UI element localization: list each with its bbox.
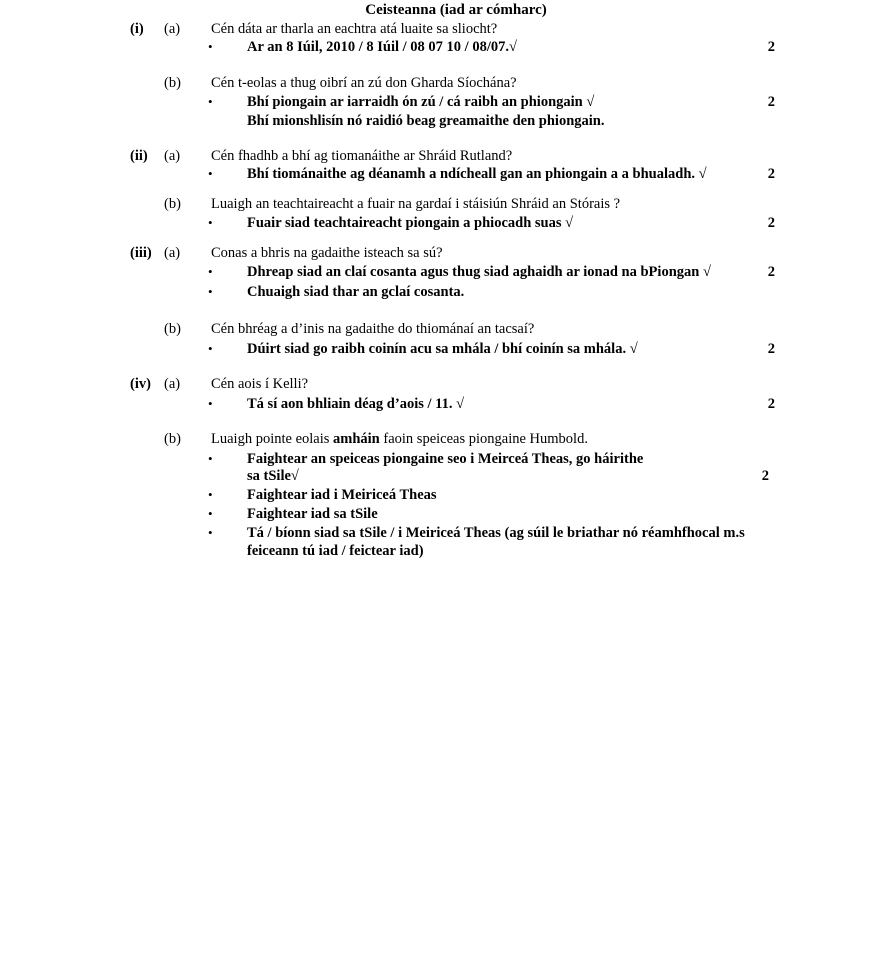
section-number-iv: (iv) [130,376,151,392]
answer-iv-b-1-cont: sa tSile√ [247,468,299,484]
part-label-iii-b: (b) [164,321,181,337]
answer-iv-b-2: Faightear iad i Meiriceá Theas [247,487,437,503]
bullet-icon: • [208,396,213,411]
mark-iii-a: 2 [767,264,775,280]
part-label-i-b: (b) [164,75,181,91]
part-label-iv-a: (a) [164,376,181,392]
answer-iv-b-3: Faightear iad sa tSile [247,506,378,522]
mark-i-b: 2 [767,94,775,110]
bullet-icon: • [208,166,213,181]
answer-ii-a-1: Bhí tiománaithe ag déanamh a ndícheall gan an phiongain a a bhualadh. √ [247,166,707,182]
question-iii-a: Conas a bhris na gadaithe isteach sa sú? [211,245,443,261]
mark-ii-a: 2 [767,166,775,182]
question-iv-b-emphasis: amháin [333,431,380,447]
part-label-ii-b: (b) [164,196,181,212]
question-iii-b: Cén bhréag a d’inis na gadaithe do thiománaí an tacsaí? [211,321,535,337]
question-i-a: Cén dáta ar tharla an eachtra atá luaite sa sliocht? [211,21,498,37]
answer-iv-a-1: Tá sí aon bhliain déag d’aois / 11. √ [247,396,465,412]
mark-ii-b: 2 [767,215,775,231]
bullet-icon: • [208,39,213,54]
page-title: Ceisteanna (iad ar cómharc) [365,2,547,18]
question-ii-b: Luaigh an teachtaireacht a fuair na gardaí i stáisiún Shráid an Stórais ? [211,196,621,212]
section-number-ii: (ii) [130,148,148,164]
mark-iv-b: 2 [761,468,769,484]
answer-iii-a-1: Dhreap siad an claí cosanta agus thug siad aghaidh ar ionad na bPiongan √ [247,264,711,280]
bullet-icon: • [208,264,213,279]
mark-iv-a: 2 [767,396,775,412]
answer-i-b-2: Bhí mionshlisín nó raidió beag greamaithe den phiongain. [247,113,605,129]
bullet-icon: • [208,506,213,521]
section-number-iii: (iii) [130,245,152,261]
answer-i-b-1: Bhí piongain ar iarraidh ón zú / cá raibh an phiongain √ [247,94,595,110]
question-ii-a: Cén fhadhb a bhí ag tiomanáithe ar Shráid Rutland? [211,148,513,164]
bullet-icon: • [208,94,213,109]
question-iv-b-pre: Luaigh pointe eolais [211,431,334,447]
mark-iii-b: 2 [767,341,775,357]
part-label-iv-b: (b) [164,431,181,447]
bullet-icon: • [208,487,213,502]
question-iv-b-post: faoin speiceas piongaine Humbold. [379,431,588,447]
bullet-icon: • [208,341,213,356]
bullet-icon: • [208,525,213,540]
question-iv-a: Cén aois í Kelli? [211,376,309,392]
mark-i-a: 2 [767,39,775,55]
section-number-i: (i) [130,21,144,37]
answer-iv-b-4-cont: feiceann tú iad / feictear iad) [247,543,424,559]
part-label-iii-a: (a) [164,245,181,261]
answer-iii-b-1: Dúirt siad go raibh coinín acu sa mhála / bhí coinín sa mhála. √ [247,341,638,357]
answer-iii-a-2: Chuaigh siad thar an gclaí cosanta. [247,284,465,300]
bullet-icon: • [208,215,213,230]
bullet-icon: • [208,284,213,299]
answer-iv-b-4: Tá / bíonn siad sa tSile / i Meiriceá Theas (ag súil le briathar nó réamhfhocal m.s [247,525,745,541]
answer-iv-b-1: Faightear an speiceas piongaine seo i Meirceá Theas, go háirithe [247,451,644,467]
bullet-icon: • [208,451,213,466]
part-label-i-a: (a) [164,21,181,37]
answer-ii-b-1: Fuair siad teachtaireacht piongain a phiocadh suas √ [247,215,574,231]
question-iv-b [211,430,588,448]
part-label-ii-a: (a) [164,148,181,164]
answer-i-a-1: Ar an 8 Iúil, 2010 / 8 Iúil / 08 07 10 / 08/07.√ [247,39,517,55]
question-i-b: Cén t-eolas a thug oibrí an zú don Gharda Síochána? [211,75,517,91]
